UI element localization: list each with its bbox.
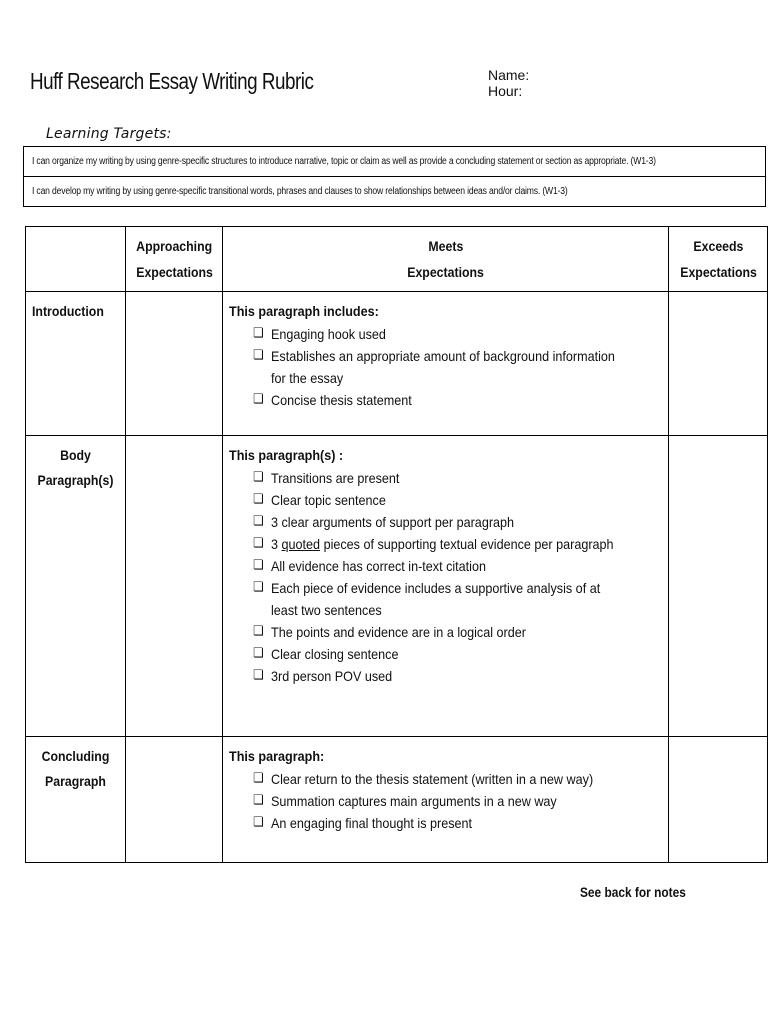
- rubric-row-introduction: [26, 292, 768, 436]
- checkbox-icon: ❏: [253, 392, 264, 407]
- learning-target-text: I can organize my writing by using genre-specific structures to introduce narrative, topic or claim as well as provide a concluding statement or section as appropriate. (W1-3): [32, 156, 656, 167]
- exceeds-cell: [669, 737, 768, 863]
- meets-lead: This paragraph:: [229, 748, 325, 764]
- exceeds-cell: [669, 292, 768, 436]
- criteria-item: [253, 345, 627, 389]
- criteria-item: [253, 577, 627, 621]
- criteria-text: Clear return to the thesis statement (written in a new way): [271, 771, 594, 787]
- checkbox-icon: ❏: [253, 815, 264, 830]
- row-label-cell: [26, 737, 126, 863]
- row-label-line1: Body: [60, 447, 91, 463]
- learning-targets-table: [23, 146, 766, 207]
- header-meets: [223, 227, 669, 292]
- checkbox-icon: ❏: [253, 771, 264, 786]
- checkbox-icon: ❏: [253, 580, 264, 595]
- name-label: Name:: [488, 67, 530, 83]
- criteria-item: [253, 489, 627, 511]
- checkbox-icon: ❏: [253, 558, 264, 573]
- criteria-item: [253, 790, 627, 812]
- checkbox-icon: ❏: [253, 624, 264, 639]
- meets-lead: This paragraph includes:: [229, 303, 380, 319]
- criteria-text-post: pieces of supporting textual evidence per paragraph: [320, 536, 614, 552]
- criteria-item: [253, 467, 627, 489]
- criteria-list: [229, 323, 668, 411]
- learning-target-cell: [24, 177, 766, 207]
- header-meets-line2: Expectations: [407, 264, 485, 280]
- checkbox-icon: ❏: [253, 326, 264, 341]
- page-title: Huff Research Essay Writing Rubric: [30, 68, 314, 94]
- rubric-table: [25, 226, 768, 863]
- header-approaching-line1: Approaching: [136, 238, 213, 254]
- checkbox-icon: ❏: [253, 470, 264, 485]
- header-meets-line1: Meets: [428, 238, 464, 254]
- checkbox-icon: ❏: [253, 668, 264, 683]
- checkbox-icon: ❏: [253, 348, 264, 363]
- row-label-line1: Concluding: [41, 748, 110, 764]
- criteria-item: [253, 389, 627, 411]
- criteria-list: [229, 467, 668, 687]
- row-label-line2: Paragraph(s): [37, 472, 114, 488]
- row-label: Introduction: [32, 303, 104, 319]
- criteria-item: [253, 621, 627, 643]
- approaching-cell: [125, 436, 222, 737]
- criteria-text: Clear topic sentence: [271, 492, 387, 508]
- meets-cell: [223, 737, 669, 863]
- criteria-text-pre: 3: [271, 536, 282, 552]
- rubric-row-concluding-paragraph: [26, 737, 768, 863]
- checkbox-icon: ❏: [253, 646, 264, 661]
- checkbox-icon: ❏: [253, 793, 264, 808]
- row-label-cell: [26, 436, 126, 737]
- criteria-text: Each piece of evidence includes a supportive analysis of at least two sentences: [271, 580, 601, 618]
- footer-note: See back for notes: [580, 884, 686, 900]
- criteria-text: 3rd person POV used: [271, 668, 393, 684]
- criteria-text-underlined: quoted: [281, 536, 321, 552]
- criteria-text: Transitions are present: [271, 470, 400, 486]
- criteria-text: The points and evidence are in a logical order: [271, 624, 527, 640]
- header-blank-cell: [26, 227, 126, 292]
- learning-target-row: [24, 177, 766, 207]
- exceeds-cell: [669, 436, 768, 737]
- approaching-cell: [125, 737, 222, 863]
- criteria-text: Establishes an appropriate amount of background information for the essay: [271, 348, 616, 386]
- row-label-line2: Paragraph: [45, 773, 106, 789]
- criteria-item: [253, 533, 627, 555]
- meets-cell: [223, 436, 669, 737]
- checkbox-icon: ❏: [253, 492, 264, 507]
- criteria-text: An engaging final thought is present: [271, 815, 473, 831]
- learning-target-row: [24, 147, 766, 177]
- criteria-text: All evidence has correct in-text citation: [271, 558, 487, 574]
- criteria-item: [253, 768, 627, 790]
- checkbox-icon: ❏: [253, 514, 264, 529]
- criteria-text: 3 clear arguments of support per paragraph: [271, 514, 515, 530]
- header-approaching-line2: Expectations: [135, 264, 213, 280]
- hour-label: Hour:: [488, 83, 523, 99]
- approaching-cell: [125, 292, 222, 436]
- checkbox-icon: ❏: [253, 536, 264, 551]
- criteria-item: [253, 323, 627, 345]
- criteria-list: [229, 768, 668, 834]
- learning-target-text: I can develop my writing by using genre-specific transitional words, phrases and clauses to show relationships between ideas and/or claims. (W1-3): [32, 186, 568, 197]
- meets-cell: [223, 292, 669, 436]
- header-exceeds-line1: Exceeds: [693, 238, 744, 254]
- header-approaching: [125, 227, 222, 292]
- criteria-item: [253, 812, 627, 834]
- criteria-text: Summation captures main arguments in a new way: [271, 793, 558, 809]
- criteria-text: Concise thesis statement: [271, 392, 413, 408]
- meets-lead: This paragraph(s) :: [229, 447, 344, 463]
- header-exceeds: [669, 227, 768, 292]
- criteria-item: [253, 511, 627, 533]
- criteria-text: Clear closing sentence: [271, 646, 399, 662]
- header-exceeds-line2: Expectations: [679, 264, 757, 280]
- rubric-header-row: [26, 227, 768, 292]
- rubric-row-body-paragraphs: [26, 436, 768, 737]
- learning-targets-heading: Learning Targets:: [46, 126, 172, 142]
- criteria-item: [253, 665, 627, 687]
- criteria-item: [253, 643, 627, 665]
- criteria-text: Engaging hook used: [271, 326, 387, 342]
- row-label-cell: [26, 292, 126, 436]
- criteria-item: [253, 555, 627, 577]
- name-hour-block: [488, 67, 529, 99]
- learning-target-cell: [24, 147, 766, 177]
